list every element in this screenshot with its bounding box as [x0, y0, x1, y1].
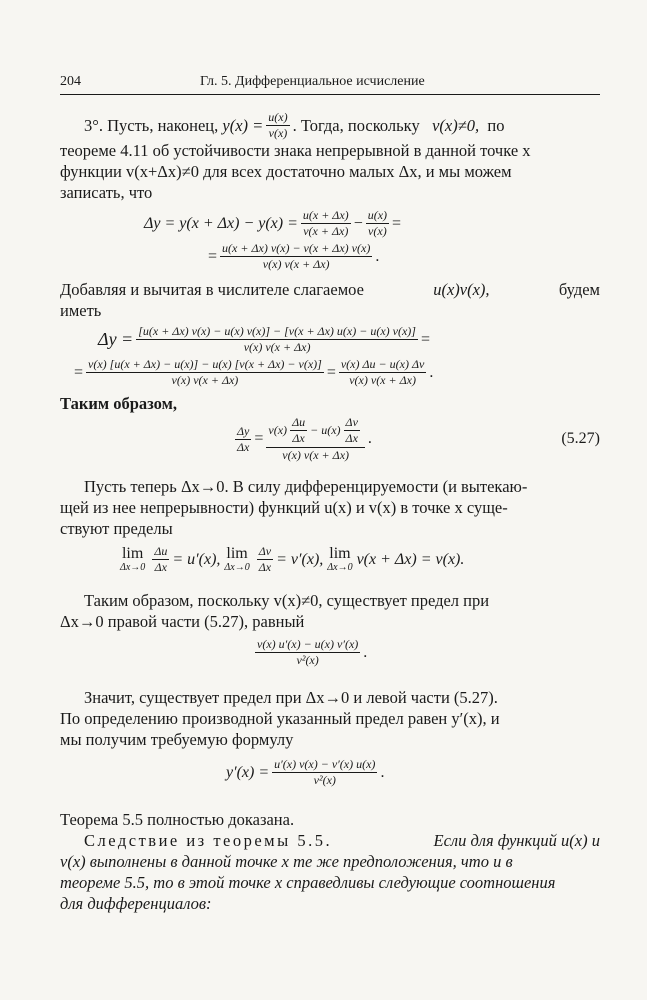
limit-3-word: lim: [329, 545, 351, 562]
eq3-dv: Δv: [345, 415, 358, 429]
limit-2-result: = v′(x),: [276, 550, 324, 568]
v-x: v(x): [268, 126, 288, 140]
corollary-line-4: для дифференциалов:: [60, 894, 212, 913]
case-3-mid: . Тогда, поскольку: [292, 116, 420, 135]
eq3-dx: Δx: [292, 431, 305, 445]
eq3-lhs-den: Δx: [237, 439, 250, 454]
limit-2-num: Δv: [258, 544, 272, 558]
eq3-main-fraction: [266, 416, 365, 462]
equation-number-5-27: (5.27): [561, 430, 600, 447]
paragraph-conclusion: [60, 687, 600, 750]
eq1-fraction-2: [366, 209, 389, 238]
eq3-equals: =: [254, 430, 264, 447]
eq2-f1-den: v(x) v(x + Δx): [243, 340, 311, 354]
eq1-fraction-3: [220, 242, 372, 271]
limit-1-sub: Δx→0: [120, 562, 146, 573]
eq1-f3-den: v(x) v(x + Δx): [262, 257, 330, 271]
limit-value-num: v(x) u′(x) − u(x) v′(x): [257, 637, 359, 651]
corollary-line-2: v(x) выполнены в данной точке x те же предположения, что и в: [60, 852, 513, 871]
eq3-dot: .: [367, 430, 372, 447]
limits-intro-line-3: ствуют пределы: [60, 519, 173, 538]
eq2-f3-den: v(x) v(x + Δx): [349, 373, 416, 387]
limit-value-den: v²(x): [296, 653, 319, 667]
limit-3-result: v(x + Δx) = v(x).: [356, 550, 465, 568]
eq3-vx: v(x): [268, 423, 288, 437]
case-3-line-3: функции v(x+Δx)≠0 для всех достаточно малых Δx, и мы можем: [60, 162, 512, 181]
quotient-rule-num: u′(x) v(x) − v′(x) u(x): [274, 757, 376, 771]
quotient-rule-lhs: y′(x) =: [226, 763, 270, 781]
equation-limits: [60, 545, 600, 574]
limit-1-result: = u′(x),: [172, 550, 221, 568]
eq3-lhs-fraction: [235, 425, 251, 454]
eq3-du-dx: [290, 416, 307, 445]
case-3-tail: по: [487, 116, 505, 135]
paragraph-limit-exists: [60, 590, 600, 632]
theorem-proved: Теорема 5.5 полностью доказана.: [60, 810, 295, 829]
corollary-line-3: теореме 5.5, то в этой точке x справедливы следующие соотношения: [60, 873, 556, 892]
limit-1-word: lim: [121, 545, 144, 562]
y-equals: y(x) =: [222, 116, 264, 135]
quotient-rule-dot: .: [380, 763, 385, 781]
eq1-f3-num: u(x + Δx) v(x) − v(x + Δx) v(x): [222, 241, 371, 255]
equation-expanded: [60, 325, 600, 387]
limits-intro-line-2: щей из нее непрерывности) функций u(x) и v(x) в точке x суще-: [60, 498, 508, 517]
book-page: [60, 74, 600, 914]
limit-1-den: Δx: [154, 560, 168, 574]
eq2-f3-num: v(x) Δu − u(x) Δv: [340, 357, 425, 371]
eq2-lhs: Δy =: [98, 329, 134, 349]
eq1-fraction-1: [301, 209, 351, 238]
paragraph-limits-intro: [60, 476, 600, 539]
limit-2-sub: Δx→0: [224, 562, 250, 573]
eq3-minus-ux: − u(x): [310, 423, 341, 437]
limit-1-num: Δu: [154, 544, 168, 558]
eq2-equals-2: =: [326, 363, 336, 381]
eq1-f2-den: v(x): [368, 224, 387, 238]
u-x: u(x): [268, 110, 288, 124]
eq2-fraction-2: [86, 358, 324, 387]
eq1-lhs: Δy = y(x + Δx) − y(x) =: [144, 214, 298, 232]
eq2-f2-den: v(x) v(x + Δx): [171, 373, 239, 387]
eq2-f2-num: v(x) [u(x + Δx) − u(x)] − u(x) [v(x + Δx) − v(x)]: [88, 357, 322, 371]
quotient-rule-den: v²(x): [313, 773, 336, 787]
conclusion-line-3: мы получим требуемую формулу: [60, 730, 294, 749]
paragraph-corollary: [60, 830, 600, 914]
limit-1: [120, 546, 145, 573]
limit-2-word: lim: [226, 545, 248, 562]
limit-exists-line-2: Δx→0 правой части (5.27), равный: [60, 612, 305, 631]
add-subtract-tail: будем: [558, 280, 600, 299]
conclusion-line-1: Значит, существует предел при Δx→0 и левой части (5.27).: [84, 688, 498, 707]
case-3-line-4: записать, что: [60, 183, 153, 202]
limit-value-dot: .: [363, 643, 368, 661]
equation-limit-value: [60, 638, 600, 667]
limit-3-sub: Δx→0: [327, 562, 353, 573]
eq2-row2-equals: =: [74, 363, 84, 381]
equation-5-27: [60, 416, 600, 462]
equation-delta-y: [60, 209, 600, 271]
eq3-num: [266, 416, 365, 448]
limit-2: [224, 546, 249, 573]
eq3-dx2: Δx: [345, 431, 358, 445]
v-nonzero: v(x)≠0,: [432, 116, 480, 135]
limit-2-fraction: [257, 545, 273, 574]
case-3-line-2: теореме 4.11 об устойчивости знака непрерывной в данной точке x: [60, 141, 531, 160]
running-header: [60, 74, 600, 95]
limit-exists-line-1: Таким образом, поскольку v(x)≠0, существует предел при: [84, 591, 490, 610]
eq1-f2-num: u(x): [367, 208, 388, 222]
quotient-rule-fraction: [272, 758, 377, 787]
thus-label: Таким образом,: [60, 394, 177, 413]
limits-intro-line-1: Пусть теперь Δx→0. В силу дифференцируемости (и вытекаю-: [84, 477, 528, 496]
uv-term: u(x)v(x),: [433, 280, 490, 299]
limit-value-fraction: [255, 638, 360, 667]
equation-quotient-rule: [60, 758, 600, 787]
eq2-equals: =: [420, 330, 430, 348]
page-number: 204: [60, 74, 81, 89]
paragraph-case-3: [60, 111, 600, 203]
eq3-dv-dx: [344, 416, 360, 445]
limit-1-fraction: [152, 545, 169, 574]
eq1-dot: .: [375, 247, 380, 265]
u-over-v-fraction: [266, 111, 289, 140]
eq1-f1-den: v(x + Δx): [303, 224, 349, 238]
eq1-minus: −: [353, 214, 363, 232]
add-subtract-line-2: иметь: [60, 301, 102, 320]
eq2-fraction-3: [339, 358, 426, 387]
eq2-fraction-1: [136, 325, 418, 354]
eq3-du: Δu: [292, 415, 306, 429]
eq3-lhs-num: Δy: [237, 423, 250, 438]
corollary-label: Следствие из теоремы 5.5.: [84, 831, 333, 850]
eq2-dot: .: [429, 363, 434, 381]
eq1-f1-num: u(x + Δx): [302, 208, 349, 222]
eq1-equals: =: [392, 214, 402, 232]
conclusion-line-2: По определению производной указанный предел равен y′(x), и: [60, 709, 500, 728]
eq2-f1-num: [u(x + Δx) v(x) − u(x) v(x)] − [v(x + Δx) u(x) − u(x) v(x)]: [138, 324, 416, 338]
chapter-title: Гл. 5. Дифференциальное исчисление: [200, 74, 425, 89]
corollary-line-1: Если для функций u(x) и: [433, 831, 600, 850]
eq1-row2-equals: =: [208, 247, 218, 265]
case-3-lead: 3°. Пусть, наконец,: [84, 116, 219, 135]
limit-3: [327, 546, 352, 573]
add-subtract-text: Добавляя и вычитая в числителе слагаемое: [60, 280, 364, 299]
paragraph-add-subtract: [60, 279, 600, 321]
limit-2-den: Δx: [258, 560, 272, 574]
eq3-den: v(x) v(x + Δx): [282, 448, 350, 462]
